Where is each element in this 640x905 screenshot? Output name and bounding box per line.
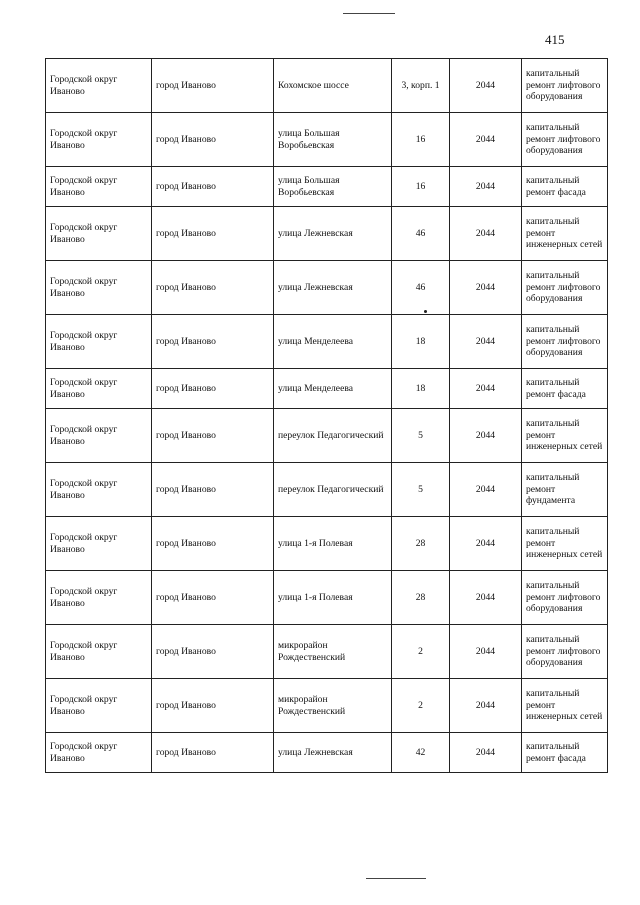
settlement-cell: город Иваново (152, 679, 274, 733)
year-cell: 2044 (450, 733, 522, 773)
repair-type-cell: капитальный ремонт лифтового оборудования (522, 315, 608, 369)
okrug-cell: Городской округ Иваново (46, 369, 152, 409)
okrug-cell: Городской округ Иваново (46, 207, 152, 261)
table-row (46, 409, 608, 463)
street-cell: Кохомское шоссе (274, 59, 392, 113)
settlement-cell: город Иваново (152, 733, 274, 773)
table-row (46, 207, 608, 261)
street-cell: улица Большая Воробьевская (274, 113, 392, 167)
okrug-cell: Городской округ Иваново (46, 679, 152, 733)
repair-type-cell: капитальный ремонт инженерных сетей (522, 517, 608, 571)
repair-type-cell: капитальный ремонт фасада (522, 733, 608, 773)
year-cell: 2044 (450, 679, 522, 733)
year-cell: 2044 (450, 113, 522, 167)
repair-type-cell: капитальный ремонт инженерных сетей (522, 679, 608, 733)
okrug-cell: Городской округ Иваново (46, 167, 152, 207)
okrug-cell: Городской округ Иваново (46, 517, 152, 571)
house-number-cell: 16 (392, 113, 450, 167)
year-cell: 2044 (450, 625, 522, 679)
page-number: 415 (545, 32, 565, 47)
settlement-cell: город Иваново (152, 261, 274, 315)
okrug-cell: Городской округ Иваново (46, 409, 152, 463)
year-cell: 2044 (450, 409, 522, 463)
repair-type-cell: капитальный ремонт фундамента (522, 463, 608, 517)
settlement-cell: город Иваново (152, 463, 274, 517)
street-cell: улица Менделеева (274, 315, 392, 369)
stray-dot (424, 310, 427, 313)
street-cell: улица Большая Воробьевская (274, 167, 392, 207)
street-cell: переулок Педагогический (274, 463, 392, 517)
repair-type-cell: капитальный ремонт фасада (522, 369, 608, 409)
okrug-cell: Городской округ Иваново (46, 315, 152, 369)
table-row (46, 571, 608, 625)
repair-type-cell: капитальный ремонт инженерных сетей (522, 207, 608, 261)
street-cell: улица Менделеева (274, 369, 392, 409)
street-cell: переулок Педагогический (274, 409, 392, 463)
settlement-cell: город Иваново (152, 625, 274, 679)
street-cell: микрорайон Рождественский (274, 679, 392, 733)
okrug-cell: Городской округ Иваново (46, 571, 152, 625)
house-number-cell: 46 (392, 261, 450, 315)
street-cell: улица Лежневская (274, 261, 392, 315)
table-row (46, 463, 608, 517)
year-cell: 2044 (450, 261, 522, 315)
settlement-cell: город Иваново (152, 167, 274, 207)
top-divider (343, 13, 395, 14)
table-row (46, 679, 608, 733)
street-cell: улица Лежневская (274, 207, 392, 261)
okrug-cell: Городской округ Иваново (46, 261, 152, 315)
street-cell: улица 1-я Полевая (274, 517, 392, 571)
repair-type-cell: капитальный ремонт фасада (522, 167, 608, 207)
settlement-cell: город Иваново (152, 409, 274, 463)
repair-type-cell: капитальный ремонт инженерных сетей (522, 409, 608, 463)
repair-type-cell: капитальный ремонт лифтового оборудования (522, 261, 608, 315)
settlement-cell: город Иваново (152, 113, 274, 167)
table-row (46, 733, 608, 773)
house-number-cell: 2 (392, 625, 450, 679)
house-number-cell: 16 (392, 167, 450, 207)
year-cell: 2044 (450, 59, 522, 113)
house-number-cell: 5 (392, 409, 450, 463)
year-cell: 2044 (450, 463, 522, 517)
repair-type-cell: капитальный ремонт лифтового оборудования (522, 113, 608, 167)
year-cell: 2044 (450, 517, 522, 571)
year-cell: 2044 (450, 207, 522, 261)
house-number-cell: 46 (392, 207, 450, 261)
settlement-cell: город Иваново (152, 315, 274, 369)
okrug-cell: Городской округ Иваново (46, 625, 152, 679)
settlement-cell: город Иваново (152, 369, 274, 409)
repair-type-cell: капитальный ремонт лифтового оборудования (522, 625, 608, 679)
table-row (46, 167, 608, 207)
house-number-cell: 5 (392, 463, 450, 517)
table-row (46, 113, 608, 167)
repair-registry-table (45, 58, 608, 773)
house-number-cell: 3, корп. 1 (392, 59, 450, 113)
settlement-cell: город Иваново (152, 59, 274, 113)
settlement-cell: город Иваново (152, 571, 274, 625)
repair-type-cell: капитальный ремонт лифтового оборудования (522, 59, 608, 113)
bottom-divider (366, 878, 426, 879)
street-cell: микрорайон Рождественский (274, 625, 392, 679)
table-row (46, 261, 608, 315)
house-number-cell: 18 (392, 315, 450, 369)
house-number-cell: 2 (392, 679, 450, 733)
street-cell: улица Лежневская (274, 733, 392, 773)
table-row (46, 315, 608, 369)
okrug-cell: Городской округ Иваново (46, 59, 152, 113)
settlement-cell: город Иваново (152, 517, 274, 571)
year-cell: 2044 (450, 315, 522, 369)
year-cell: 2044 (450, 369, 522, 409)
okrug-cell: Городской округ Иваново (46, 463, 152, 517)
house-number-cell: 28 (392, 571, 450, 625)
year-cell: 2044 (450, 167, 522, 207)
street-cell: улица 1-я Полевая (274, 571, 392, 625)
okrug-cell: Городской округ Иваново (46, 733, 152, 773)
table-body (46, 59, 608, 773)
house-number-cell: 18 (392, 369, 450, 409)
table-row (46, 517, 608, 571)
settlement-cell: город Иваново (152, 207, 274, 261)
house-number-cell: 42 (392, 733, 450, 773)
table-row (46, 625, 608, 679)
house-number-cell: 28 (392, 517, 450, 571)
year-cell: 2044 (450, 571, 522, 625)
table-row (46, 369, 608, 409)
table-row (46, 59, 608, 113)
repair-type-cell: капитальный ремонт лифтового оборудования (522, 571, 608, 625)
okrug-cell: Городской округ Иваново (46, 113, 152, 167)
